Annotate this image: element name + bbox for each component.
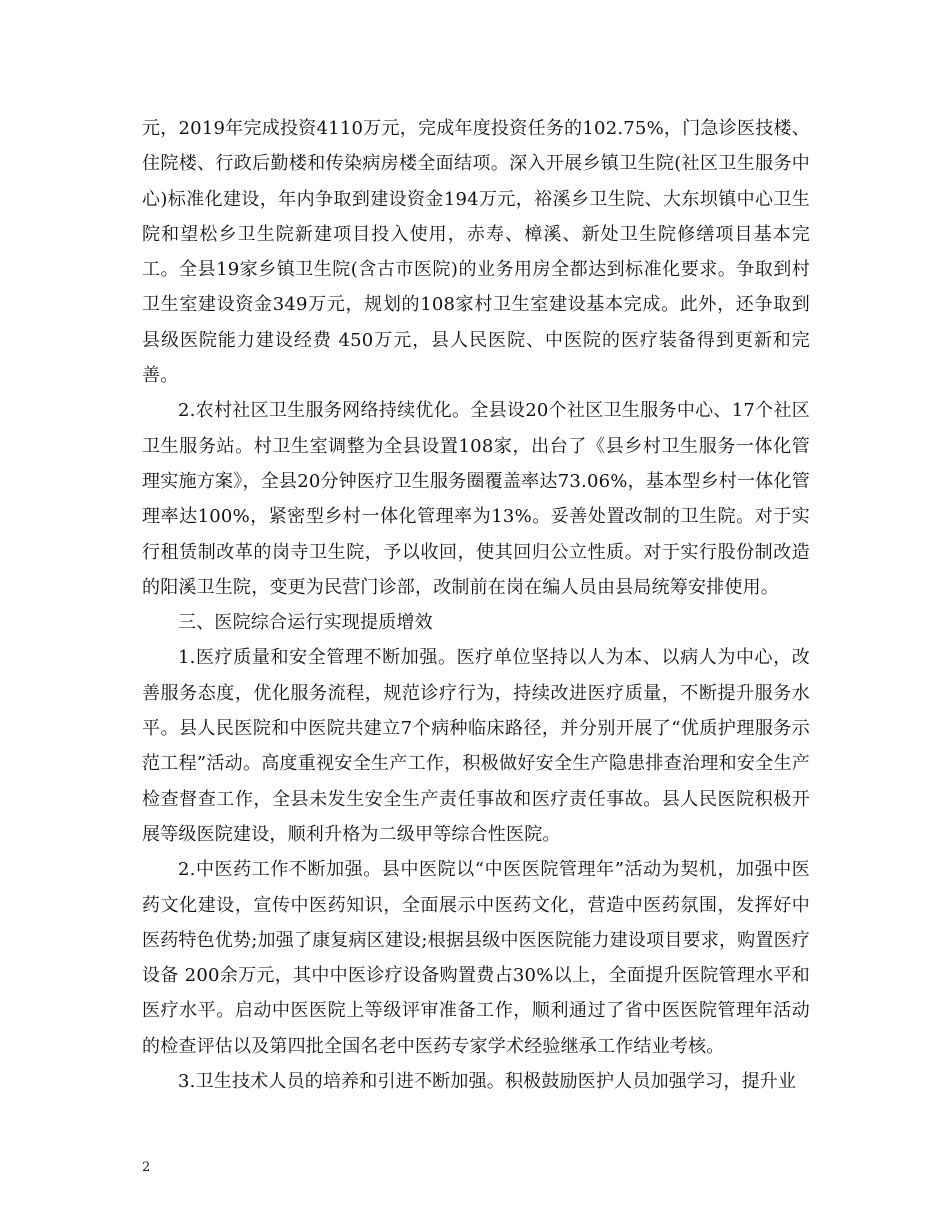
paragraph-staff-training: 3.卫生技术人员的培养和引进不断加强。积极鼓励医护人员加强学习，提升业 bbox=[178, 1071, 797, 1093]
section-heading-hospital-operation: 三、医院综合运行实现提质增效 bbox=[178, 612, 433, 634]
paragraph-investment-construction: 元，2019年完成投资4110万元，完成年度投资任务的102.75%，门急诊医技楼、住院楼、行政后勤楼和传染病房楼全面结项。深入开展乡镇卫生院(社区卫生服务中心)标准化建设，年内争取到建设资金194万元，裕溪乡卫生院、大东坝镇中心卫生院和望松乡卫生院新建项目投入使用，赤寿、樟溪、新处卫生院修缮项目基本完工。全县19家乡镇卫生院(含古市医院)的业务用房全都达到标准化要求。争取到村卫生室建设资金349万元，规划的108家村卫生室建设基本完成。此外，还争取到县级医院能力建设经费 450万元，县人民医院、中医院的医疗装备得到更新和完善。 bbox=[142, 118, 810, 387]
paragraph-tcm-work: 2.中医药工作不断加强。县中医院以“中医医院管理年”活动为契机，加强中医药文化建设，宣传中医药知识，全面展示中医药文化，营造中医药氛围，发挥好中医药特色优势;加强了康复病区建设;根据县级中医医院能力建设项目要求，购置医疗设备 200余万元，其中中医诊疗设备购置费占30%以上，全面提升医院管理水平和医疗水平。启动中医医院上等级评审准备工作，顺利通过了省中医医院管理年活动的检查评估以及第四批全国名老中医药专家学术经验继承工作结业考核。 bbox=[142, 859, 810, 1057]
document-body bbox=[142, 111, 810, 1099]
page-number: 2 bbox=[142, 1160, 151, 1175]
paragraph-medical-quality-safety: 1.医疗质量和安全管理不断加强。医疗单位坚持以人为本、以病人为中心，改善服务态度，优化服务流程，规范诊疗行为，持续改进医疗质量，不断提升服务水平。县人民医院和中医院共建立7个病种临床路径，并分别开展了“优质护理服务示范工程”活动。高度重视安全生产工作，积极做好安全生产隐患排查治理和安全生产检查督查工作，全县未发生安全生产责任事故和医疗责任事故。县人民医院积极开展等级医院建设，顺利升格为二级甲等综合性医院。 bbox=[142, 647, 810, 845]
paragraph-rural-community-network: 2.农村社区卫生服务网络持续优化。全县设20个社区卫生服务中心、17个社区卫生服务站。村卫生室调整为全县设置108家，出台了《县乡村卫生服务一体化管理实施方案》，全县20分钟医疗卫生服务圈覆盖率达73.06%，基本型乡村一体化管理率达100%，紧密型乡村一体化管理率为13%。妥善处置改制的卫生院。对于实行租赁制改革的岗寺卫生院，予以收回，使其回归公立性质。对于实行股份制改造的阳溪卫生院，变更为民营门诊部，改制前在岗在编人员由县局统筹安排使用。 bbox=[142, 400, 810, 598]
